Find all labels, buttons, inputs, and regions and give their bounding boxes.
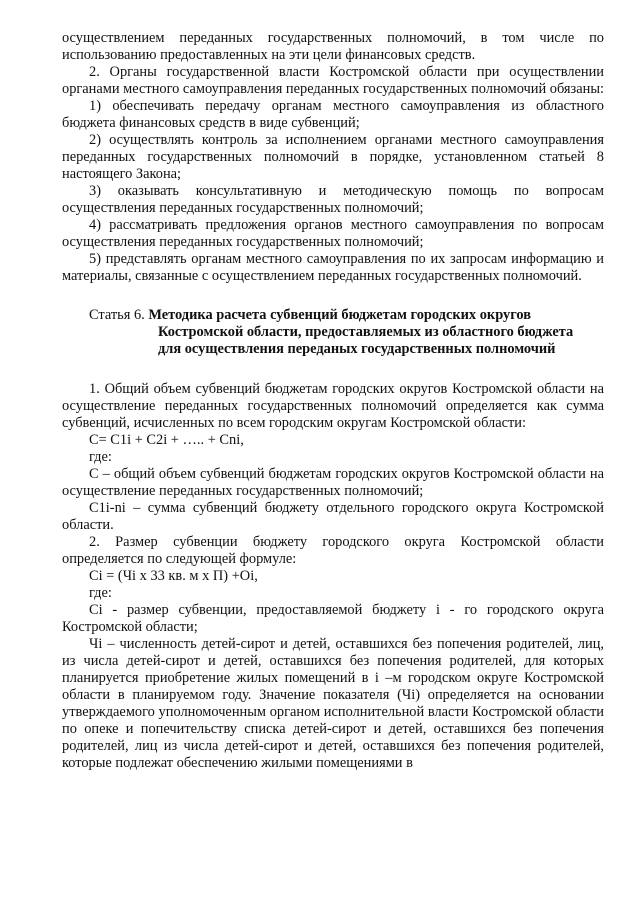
article-heading xyxy=(62,307,604,358)
duty-item-2: 2) осуществлять контроль за исполнением органами местного самоуправления переданных государственных полномочий в порядке, установленном статьей 8 настоящего Закона; xyxy=(62,132,604,182)
document-page xyxy=(62,30,604,772)
section-1-total-volume: 1. Общий объем субвенций бюджетам городских округов Костромской области на осуществление переданных государственных полномочий определяется как сумма субвенций, исчисленных по всем городским округам Костромской области: xyxy=(62,381,604,431)
article-title-line-2: Костромской области, предоставляемых из областного бюджета xyxy=(158,324,574,340)
where-label-2: где: xyxy=(89,585,112,601)
article-title-line-3: для осуществления переданых государственных полномочий xyxy=(158,341,556,357)
article-label: Статья 6. xyxy=(89,307,145,323)
section-2-subvention-size: 2. Размер субвенции бюджету городского округа Костромской области определяется по следующей формуле: xyxy=(62,534,604,567)
where-label-1: где: xyxy=(89,449,112,465)
definition-c: С – общий объем субвенций бюджетам городских округов Костромской области на осуществление переданных государственных полномочий; xyxy=(62,466,604,499)
definition-ci: Сi - размер субвенции, предоставляемой бюджету i - го городского округа Костромской области; xyxy=(62,602,604,635)
formula-ci: Сi = (Чi х 33 кв. м х П) +Оi, xyxy=(89,568,258,584)
article-title-line-1: Методика расчета субвенций бюджетам городских округов xyxy=(148,307,531,323)
definition-c1-ni: С1i-ni – сумма субвенций бюджету отдельного городского округа Костромской области. xyxy=(62,500,604,533)
article-heading-line-1 xyxy=(62,307,604,324)
duty-item-3: 3) оказывать консультативную и методическую помощь по вопросам осуществления переданных государственных полномочий; xyxy=(62,183,604,216)
paragraph-continuation: осуществлением переданных государственных полномочий, в том числе по использованию предоставленных на эти цели финансовых средств. xyxy=(62,30,604,63)
duty-item-5: 5) представлять органам местного самоуправления по их запросам информацию и материалы, связанные с осуществлением переданных государственных полномочий. xyxy=(62,251,604,284)
definition-chi: Чi – численность детей-сирот и детей, оставшихся без попечения родителей, лиц, из числа детей-сирот и детей, оставшихся без попечения родителей, для которых планируется приобретение жилых помещений в i –м городском округе Костромской области в планируемом году. Значение показателя (Чi) определяется на основании утверждаемого уполномоченным органом исполнительной власти Костромской области по опеке и попечительству списка детей-сирот и детей, оставшихся без попечения родителей, лиц из числа детей-сирот и детей, оставшихся без попечения родителей, которые подлежат обеспечению жилыми помещениями в xyxy=(62,636,604,771)
duty-item-1: 1) обеспечивать передачу органам местного самоуправления из областного бюджета финансовых средств в виде субвенций; xyxy=(62,98,604,131)
formula-total: С= С1i + С2i + ….. + Сni, xyxy=(89,432,244,448)
duty-item-4: 4) рассматривать предложения органов местного самоуправления по вопросам осуществления переданных государственных полномочий; xyxy=(62,217,604,250)
paragraph-obligations-intro: 2. Органы государственной власти Костромской области при осуществлении органами местного самоуправления переданных государственных полномочий обязаны: xyxy=(62,64,604,97)
